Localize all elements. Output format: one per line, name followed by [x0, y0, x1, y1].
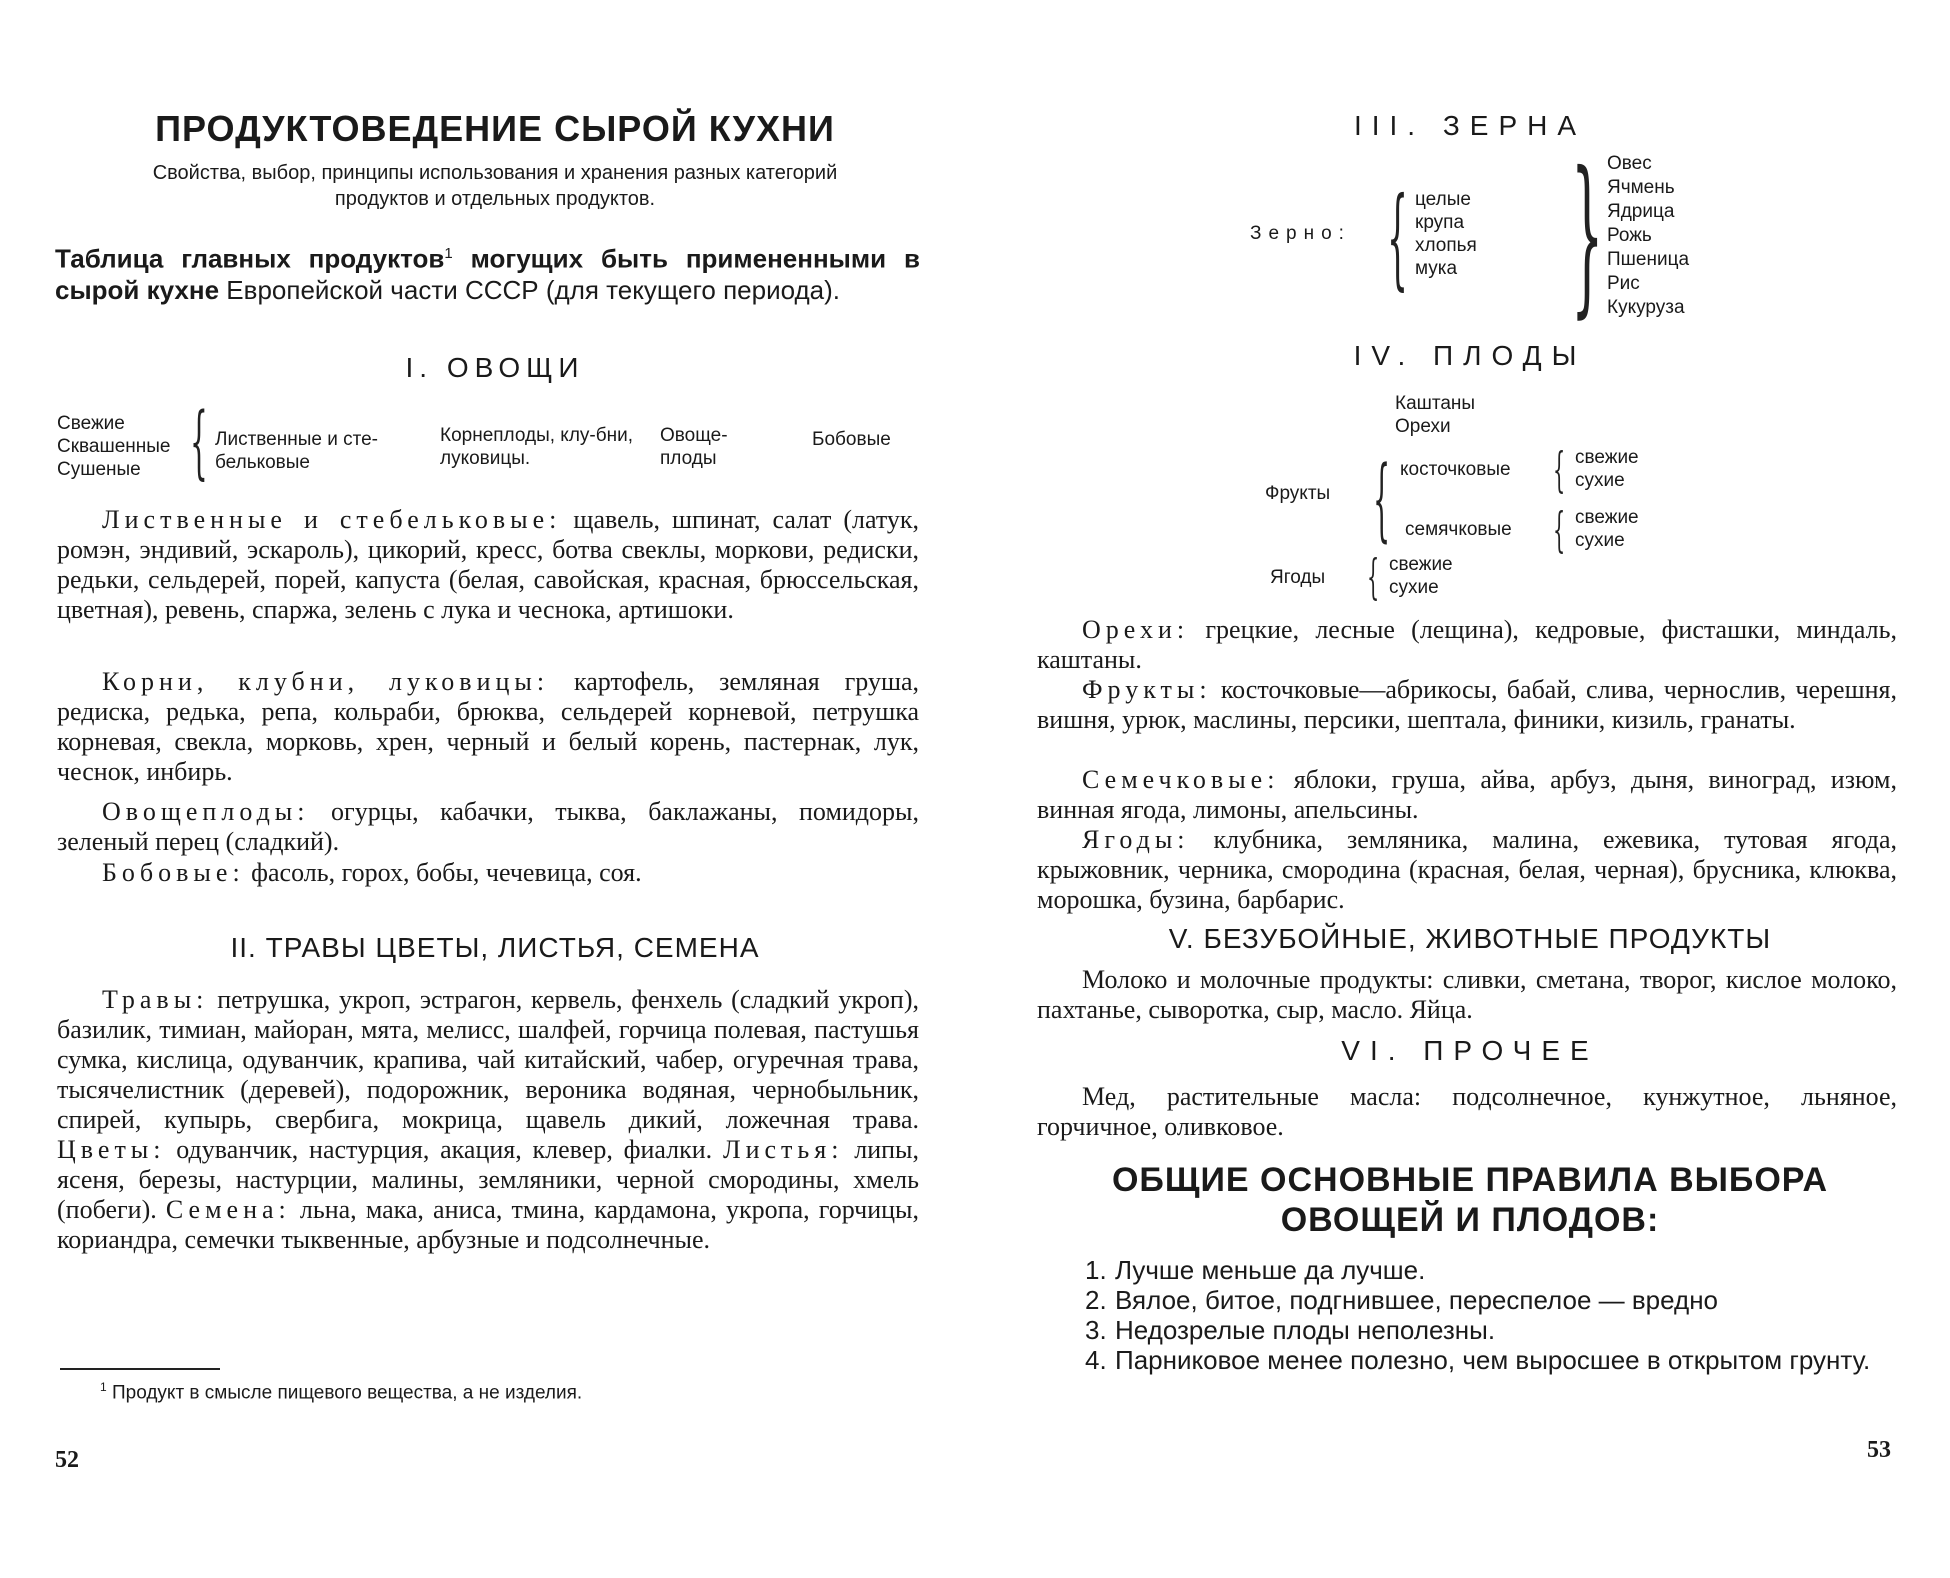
fruit-seed: семячковые: [1405, 519, 1512, 540]
rule-number: 4.: [1085, 1345, 1107, 1375]
text-nuts: грецкие, лесные (лещина), кедровые, фисташки, миндаль, каштаны.: [1037, 615, 1898, 674]
table-title-bold: Таблица главных продуктов: [55, 243, 445, 274]
grain-oats: Овес: [1607, 153, 1652, 174]
section-5-heading: V. БЕЗУБОЙНЫЕ, ЖИВОТНЫЕ ПРОДУКТЫ: [1168, 923, 1772, 954]
text-seeds: льна, мака, аниса, тмина, кардамона, укропа, горчицы, кориандра, семечки тыквенные, арбузные и подсолнечные.: [57, 1195, 919, 1254]
grain-rice: Рис: [1607, 273, 1640, 294]
grain-wheat: Пшеница: [1607, 249, 1690, 270]
text-leafy: щавель, шпинат, салат (латук, ромэн, эндивий, эскароль), цикорий, кресс, ботва свеклы, моркови, редиски, редьки, сельдерей, порей, капуста (белая, савойская, красная, брюссельская, цветная), ревень, спаржа, зелень с лука и чеснока, артишоки.: [57, 505, 920, 624]
text-legumes: фасоль, горох, бобы, чечевица, соя.: [251, 858, 642, 887]
rule-number: 1.: [1085, 1255, 1107, 1285]
paragraph-herbs: [57, 985, 919, 1255]
grain-types: [1607, 152, 1689, 320]
rules-title: [1035, 1160, 1905, 1240]
section-4-heading: IV. ПЛОДЫ: [1353, 340, 1587, 371]
grain-rye: Рожь: [1607, 225, 1652, 246]
paragraph-nuts: [1037, 615, 1897, 675]
seed-dried: сухие: [1575, 530, 1625, 551]
grain-label: Зерно:: [1250, 223, 1351, 244]
form-groats: крупа: [1415, 212, 1465, 233]
text-herbs: петрушка, укроп, эстрагон, кервель, фенхель (сладкий укроп), базилик, тимиан, майоран, мята, мелисс, шалфей, горчица полевая, пастушья сумка, кислица, одуванчик, крапива, чай китайский, чабер, огуречная трава, тысячелистник (деревей), подорожник, вероника водяная, чернобыльник, спирей, купырь, свербига, мокрица, щавель дикий, ложечная трава.: [57, 985, 919, 1134]
category-leafy: Лиственные и сте-бельковые: [215, 429, 378, 473]
page-title: ПРОДУКТОВЕДЕНИЕ СЫРОЙ КУХНИ: [155, 108, 835, 149]
brace-fruits: {: [1373, 447, 1391, 552]
term-berries: Ягоды:: [1082, 825, 1190, 854]
footnote: [100, 1380, 582, 1404]
state-fermented: Сквашенные: [57, 436, 171, 457]
term-seeds: Семена:: [165, 1195, 291, 1224]
fruit-stone: косточковые: [1400, 459, 1511, 480]
rule-text: Вялое, битое, подгнившее, переспелое — вредно: [1115, 1285, 1719, 1315]
section-1-heading: I. ОВОЩИ: [405, 352, 585, 383]
section-6-heading: VI. ПРОЧЕЕ: [1341, 1035, 1599, 1066]
text-roots: картофель, земляная груша, редиска, редька, репа, кольраби, брюква, сельдерей корневой, петрушка корневая, свекла, морковь, хрен, черный и белый корень, пастернак, лук, чеснок, инбирь.: [57, 667, 920, 786]
rule-item: [1085, 1285, 1905, 1315]
page-subtitle: [55, 160, 935, 212]
page-number-right: 53: [1867, 1437, 1891, 1463]
term-legumes: Бобовые:: [102, 858, 245, 887]
form-whole: целые: [1415, 189, 1471, 210]
berry-dried: сухие: [1389, 577, 1439, 598]
term-herbs: Травы:: [102, 985, 209, 1014]
rules-list: [1085, 1255, 1905, 1375]
seed-states: [1575, 506, 1639, 552]
text-seed-fruits: яблоки, груша, айва, арбуз, дыня, виноград, изюм, винная ягода, лимоны, апельсины.: [1037, 765, 1897, 824]
text-berries: клубника, земляника, малина, ежевика, тутовая ягода, крыжовник, черника, смородина (красная, белая, черная), брусника, клюква, морошка, бузина, барбарис.: [1037, 825, 1897, 914]
paragraph-berries: [1037, 825, 1897, 915]
category-fruit-vegetables: Овоще-плоды: [660, 425, 728, 469]
footnote-divider: [60, 1368, 220, 1370]
seed-fresh: свежие: [1575, 507, 1639, 528]
state-dried: Сушеные: [57, 459, 141, 480]
text-dairy: Молоко и молочные продукты: сливки, сметана, творог, кислое молоко, пахтанье, сыворотка, сыр, масло. Яйца.: [1037, 965, 1897, 1024]
brace-vegetables: {: [190, 395, 208, 488]
brace-seed: {: [1553, 502, 1566, 558]
term-leaves: Листья:: [722, 1135, 844, 1164]
term-fruit-vegetables: Овощеплоды:: [102, 797, 310, 826]
nut-chestnuts: Каштаны: [1395, 393, 1476, 414]
category-roots: Корнеплоды, клу-бни, луковицы.: [440, 425, 634, 469]
section-3-heading: III. ЗЕРНА: [1353, 110, 1587, 141]
page-number-left: 52: [55, 1447, 79, 1473]
brace-grain-types: }: [1571, 136, 1604, 334]
subtitle-line-1: Свойства, выбор, принципы использования и хранения разных категорий: [152, 162, 838, 184]
stone-dried: сухие: [1575, 470, 1625, 491]
nuts-list: [1395, 392, 1475, 438]
rule-text: Парниковое менее полезно, чем выросшее в открытом грунту.: [1115, 1345, 1871, 1375]
term-roots: Корни, клубни, луковицы:: [102, 667, 550, 696]
term-leafy: Лиственные и стебельковые:: [102, 505, 562, 534]
rules-title-line-1: ОБЩИЕ ОСНОВНЫЕ ПРАВИЛА ВЫБОРА: [1111, 1161, 1829, 1199]
grain-barley: Ячмень: [1607, 177, 1675, 198]
term-fruits: Фрукты:: [1082, 675, 1212, 704]
table-title-footnote-mark: 1: [444, 245, 453, 262]
nut-nuts: Орехи: [1395, 416, 1451, 437]
table-title-rest: Европейской части СССР (для текущего периода).: [226, 274, 840, 305]
vegetable-states: [57, 412, 171, 481]
text-fruits: косточковые—абрикосы, бабай, слива, чернослив, черешня, вишня, урюк, маслины, персики, шептала, финики, кизиль, гранаты.: [1037, 675, 1897, 734]
section-2-heading: II. ТРАВЫ ЦВЕТЫ, ЛИСТЬЯ, СЕМЕНА: [230, 932, 760, 963]
term-nuts: Орехи:: [1082, 615, 1190, 644]
brace-stone: {: [1553, 442, 1566, 498]
stone-fresh: свежие: [1575, 447, 1639, 468]
stone-states: [1575, 446, 1639, 492]
paragraph-roots: [57, 667, 919, 787]
rule-item: [1085, 1255, 1905, 1285]
rule-text: Недозрелые плоды неполезны.: [1115, 1315, 1496, 1345]
fruits-label: Фрукты: [1265, 483, 1331, 504]
paragraph-legumes: [57, 858, 919, 888]
form-flour: мука: [1415, 258, 1458, 279]
grain-forms: [1415, 188, 1477, 280]
category-legumes: Бобовые: [812, 429, 891, 450]
text-leaves: липы, ясеня, березы, настурции, малины, земляники, черной смородины, хмель (побеги).: [57, 1135, 919, 1224]
paragraph-other: [1037, 1082, 1897, 1142]
rule-text: Лучше меньше да лучше.: [1115, 1255, 1426, 1285]
text-fruit-vegetables: огурцы, кабачки, тыква, баклажаны, помидоры, зеленый перец (сладкий).: [57, 797, 920, 856]
rule-number: 2.: [1085, 1285, 1107, 1315]
berry-fresh: свежие: [1389, 554, 1453, 575]
term-seed-fruits: Семечковые:: [1082, 765, 1280, 794]
footnote-text: Продукт в смысле пищевого вещества, а не изделия.: [111, 1382, 583, 1404]
right-page: [975, 0, 1950, 1578]
rules-title-line-2: ОВОЩЕЙ И ПЛОДОВ:: [1280, 1201, 1660, 1239]
grain-corn: Кукуруза: [1607, 297, 1685, 318]
rule-item: [1085, 1315, 1905, 1345]
paragraph-leafy: [57, 505, 919, 625]
text-flowers: одуванчик, настурция, акация, клевер, фиалки.: [176, 1135, 713, 1164]
paragraph-fruits: [1037, 675, 1897, 735]
paragraph-seed-fruits: [1037, 765, 1897, 825]
paragraph-fruit-vegetables: [57, 797, 919, 857]
rule-item: [1085, 1345, 1905, 1375]
text-other: Мед, растительные масла: подсолнечное, кунжутное, льняное, горчичное, оливковое.: [1037, 1082, 1897, 1141]
term-flowers: Цветы:: [57, 1135, 166, 1164]
subtitle-line-2: продуктов и отдельных продуктов.: [334, 188, 656, 210]
grain-buckwheat: Ядрица: [1607, 201, 1675, 222]
footnote-mark: 1: [100, 1380, 107, 1394]
paragraph-dairy: [1037, 965, 1897, 1025]
brace-berries: {: [1367, 549, 1380, 605]
table-title: [55, 238, 920, 306]
form-flakes: хлопья: [1415, 235, 1477, 256]
state-fresh: Свежие: [57, 413, 125, 434]
brace-grain-forms: {: [1387, 173, 1408, 301]
berries-label: Ягоды: [1270, 567, 1326, 588]
rule-number: 3.: [1085, 1315, 1107, 1345]
berry-states: [1389, 553, 1453, 599]
table-title-bold-2: могущих быть примененными в сырой кухне: [55, 243, 920, 305]
